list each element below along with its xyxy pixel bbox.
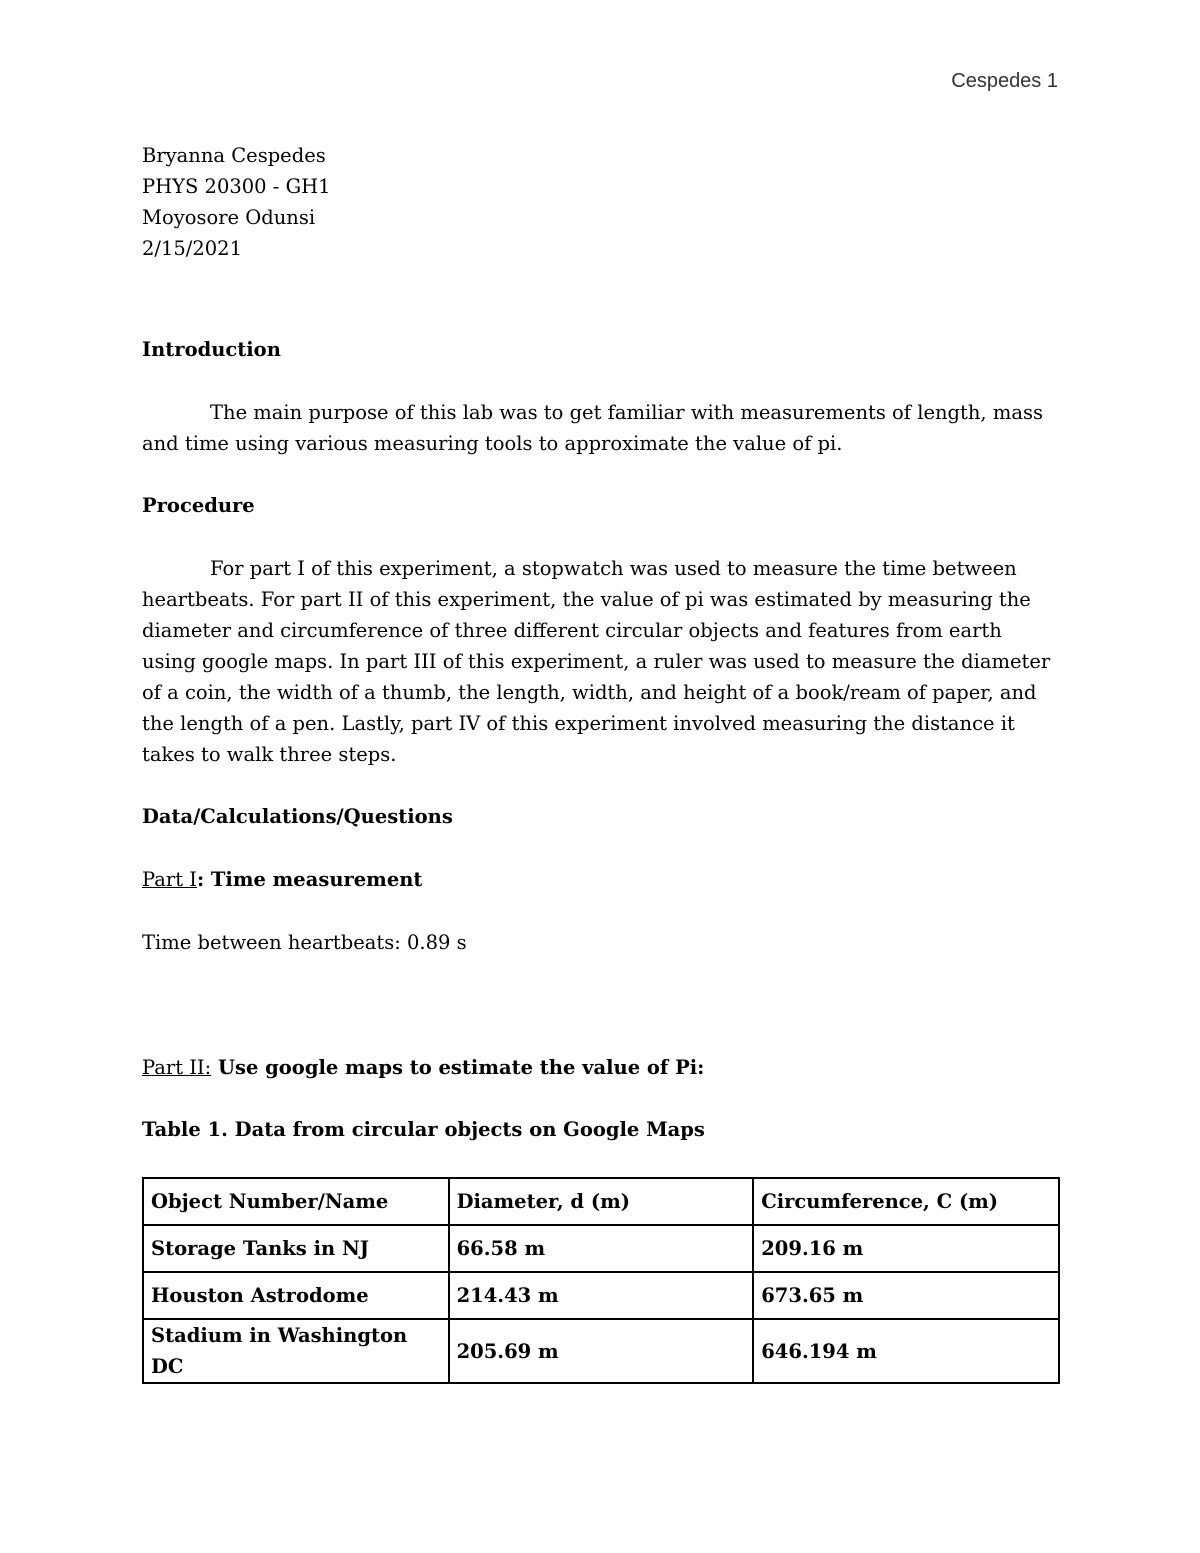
table-header-cell: Circumference, C (m): [753, 1178, 1059, 1225]
data-table: [142, 1177, 1060, 1384]
document-body: [142, 140, 1060, 1384]
table-cell: 205.69 m: [449, 1319, 754, 1383]
table-header-row: [143, 1178, 1059, 1225]
table-cell: 209.16 m: [753, 1225, 1059, 1272]
part1-label: Part I: [142, 868, 197, 891]
introduction-paragraph: The main purpose of this lab was to get familiar with measurements of length, mass and time using various measuring tools to approximate the value of pi.: [142, 401, 1043, 455]
course-code: PHYS 20300 - GH1: [142, 175, 331, 198]
introduction-heading: Introduction: [142, 338, 281, 361]
part2-heading: [142, 1052, 1060, 1083]
table-cell: 66.58 m: [449, 1225, 754, 1272]
part2-label: Part II:: [142, 1056, 212, 1079]
instructor-name: Moyosore Odunsi: [142, 206, 316, 229]
table-cell: Houston Astrodome: [143, 1272, 449, 1319]
running-header: Cespedes 1: [951, 70, 1058, 92]
heartbeat-result: Time between heartbeats: 0.89 s: [142, 931, 467, 954]
part2-title: Use google maps to estimate the value of Pi:: [211, 1056, 705, 1079]
data-section-heading: Data/Calculations/Questions: [142, 805, 453, 828]
table-cell: 214.43 m: [449, 1272, 754, 1319]
student-info-block: [142, 140, 1060, 264]
part1-title: : Time measurement: [196, 868, 423, 891]
student-name: Bryanna Cespedes: [142, 144, 326, 167]
table-cell: 646.194 m: [753, 1319, 1059, 1383]
table-row: [143, 1225, 1059, 1272]
table-row: [143, 1272, 1059, 1319]
report-date: 2/15/2021: [142, 237, 242, 260]
table-header-cell: Object Number/Name: [143, 1178, 449, 1225]
table1-caption: Table 1. Data from circular objects on Google Maps: [142, 1118, 705, 1141]
table-cell: Stadium in Washington DC: [143, 1319, 449, 1383]
part1-heading: [142, 864, 1060, 895]
table-cell: Storage Tanks in NJ: [143, 1225, 449, 1272]
table-header-cell: Diameter, d (m): [449, 1178, 754, 1225]
procedure-heading: Procedure: [142, 494, 255, 517]
procedure-paragraph: For part I of this experiment, a stopwatch was used to measure the time between heartbeats. For part II of this experiment, the value of pi was estimated by measuring the diameter and circumference of three different circular objects and features from earth using google maps. In part III of this experiment, a ruler was used to measure the diameter of a coin, the width of a thumb, the length, width, and height of a book/ream of paper, and the length of a pen. Lastly, part IV of this experiment involved measuring the distance it takes to walk three steps.: [142, 557, 1051, 766]
table-cell: 673.65 m: [753, 1272, 1059, 1319]
table-row: [143, 1319, 1059, 1383]
